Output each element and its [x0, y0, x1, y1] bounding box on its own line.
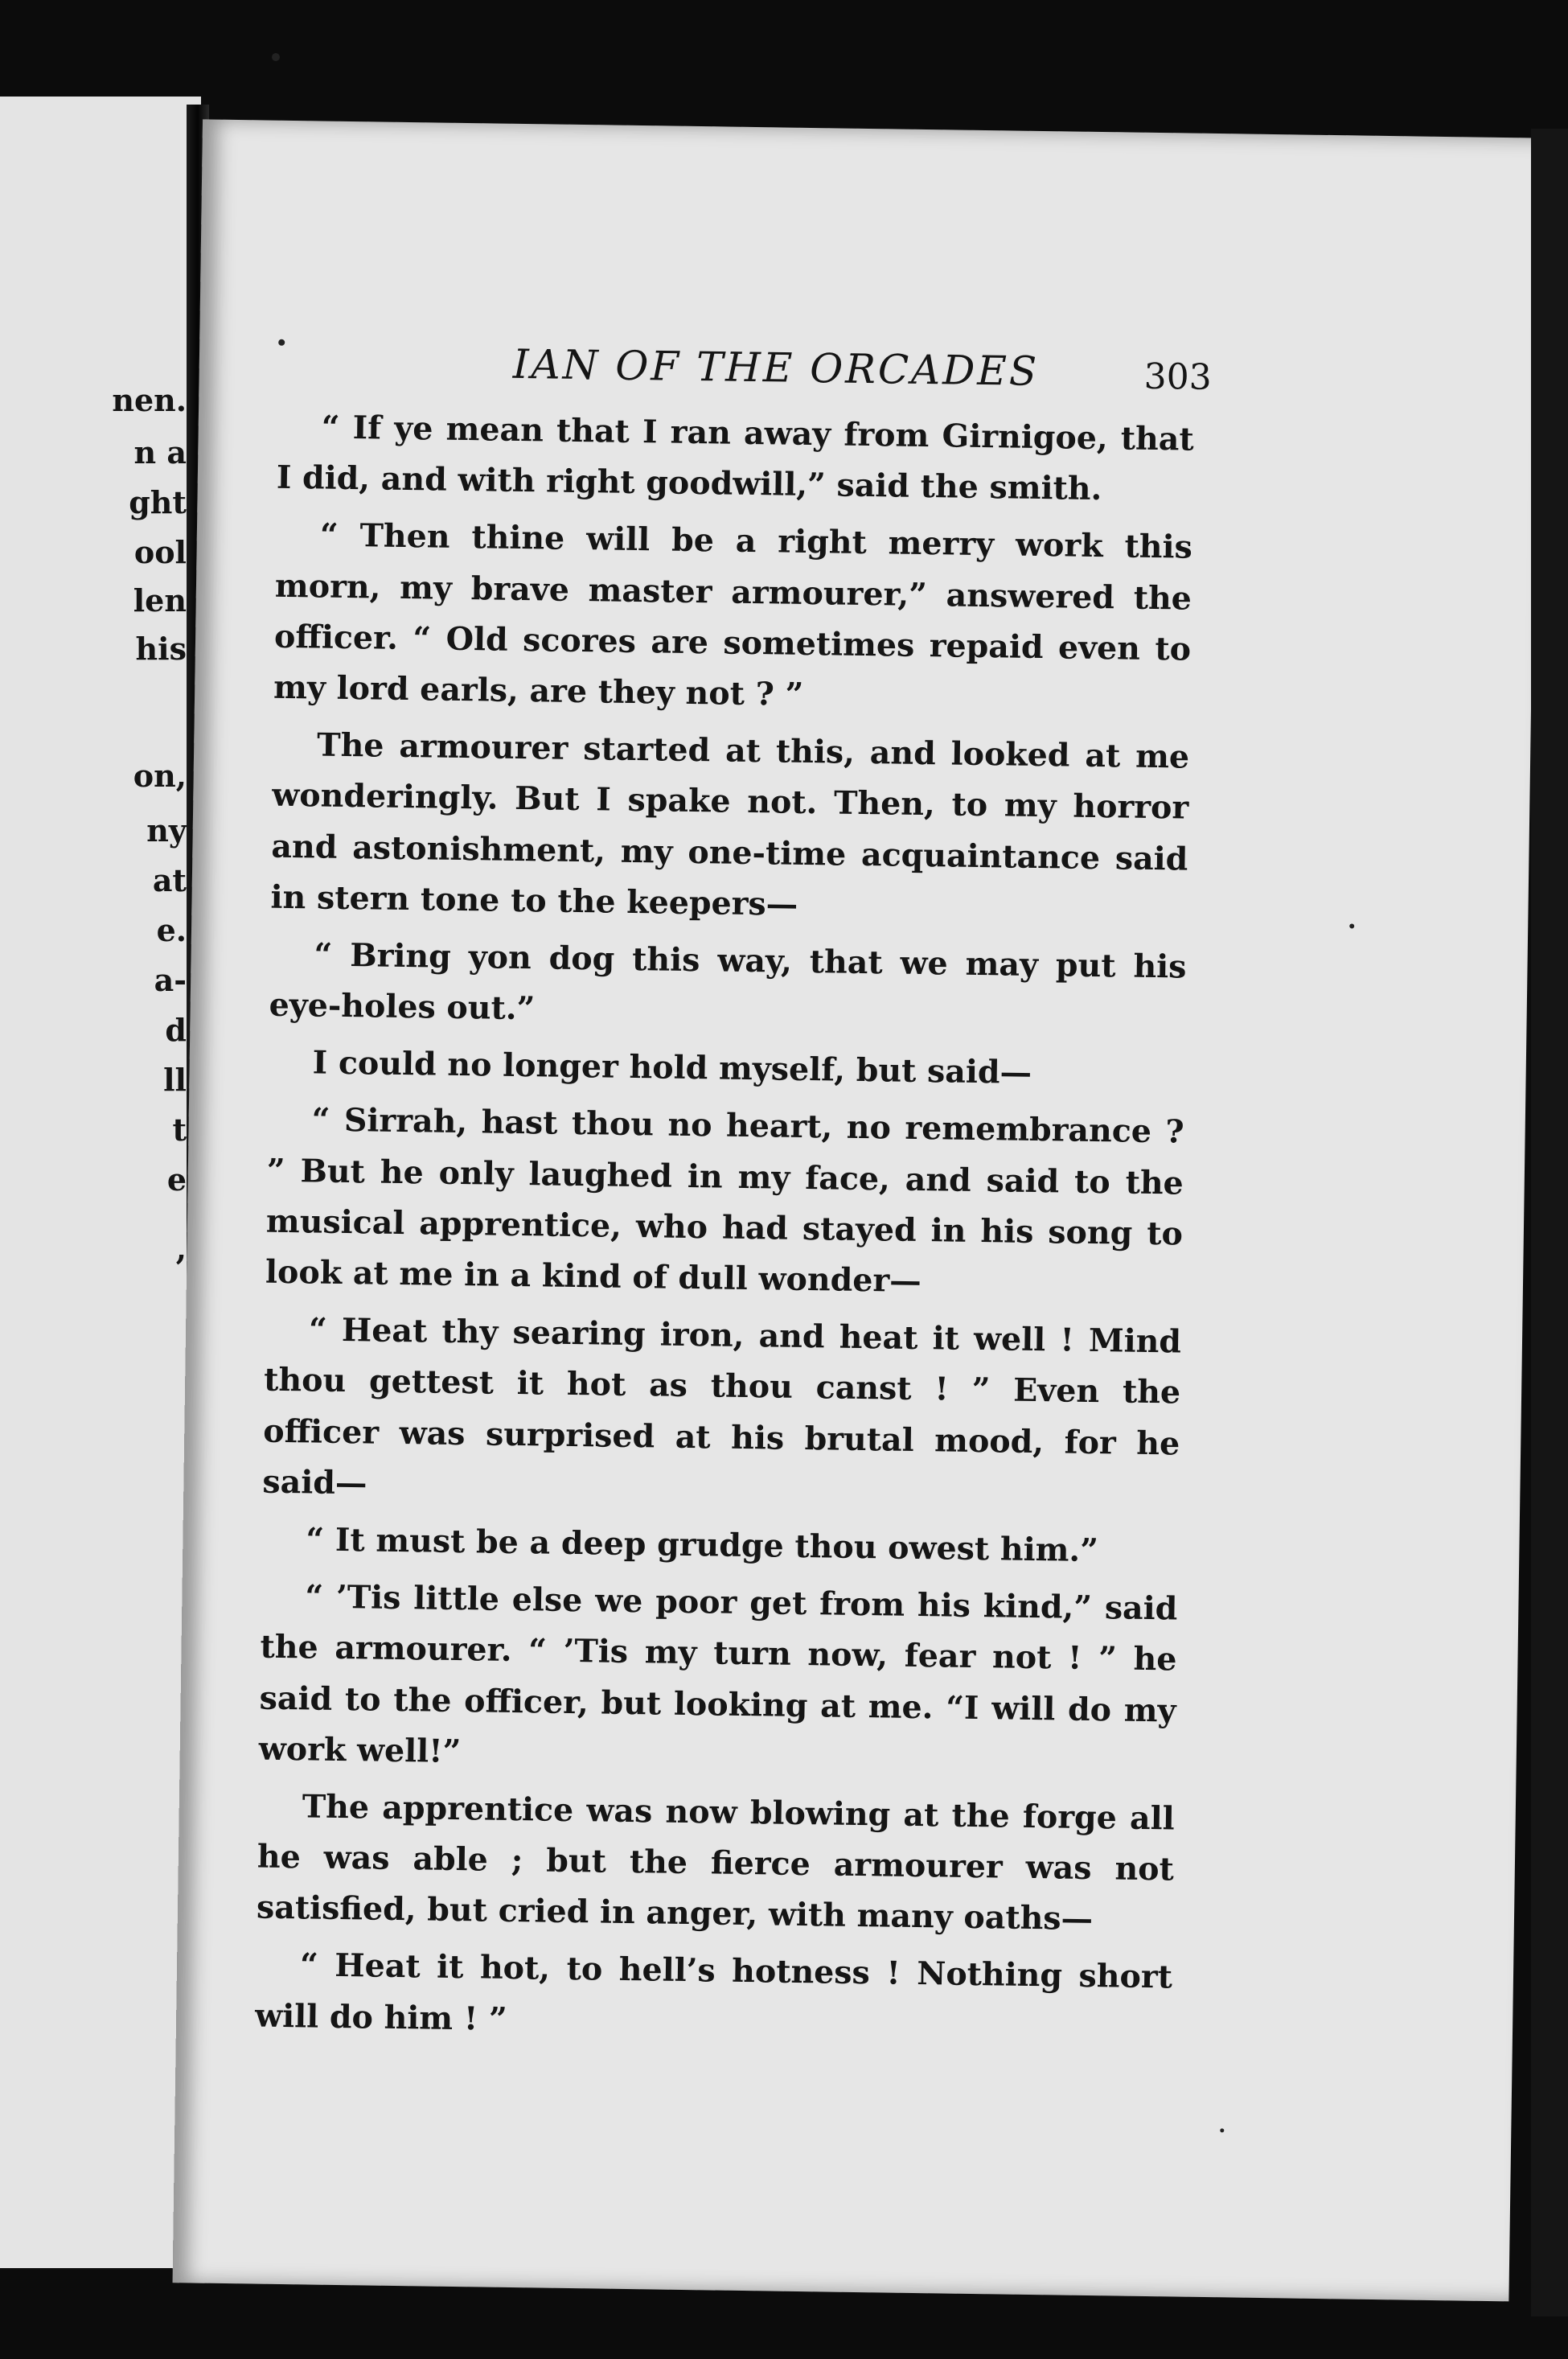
scan-border: [1531, 129, 1568, 2316]
previous-page-fragment: ,: [175, 1231, 187, 1267]
previous-page-fragment: ny: [146, 812, 187, 849]
previous-page-fragment: e.: [156, 912, 187, 948]
page: [173, 119, 1539, 2301]
paragraph: “ ’Tis little else we poor get from his kind,” said the armourer. “ ’Tis my turn now, fear not ! ” he said to the officer, but looking at me. “I will do my work well!”: [258, 1578, 1178, 1770]
previous-page-fragment: at: [152, 862, 187, 898]
previous-page-fragment: d: [165, 1012, 187, 1048]
paragraph: “ If ye mean that I ran away from Girnigoe, that I did, and with right goodwill,” said the smith.: [276, 409, 1194, 508]
previous-page-fragment: ll: [163, 1062, 187, 1098]
previous-page-edge: [0, 97, 201, 2268]
running-head: IAN OF THE ORCADES: [512, 340, 1040, 395]
body-text: [255, 402, 1194, 2061]
paragraph: “ It must be a deep grudge thou owest him.”: [306, 1521, 1099, 1570]
paragraph: “ Heat thy searing iron, and heat it well ! Mind thou gettest it hot as thou canst ! ” Even the officer was surprised at his brutal mood, for he said—: [262, 1311, 1182, 1502]
previous-page-fragment: ool: [133, 534, 187, 570]
paragraph: “ Then thine will be a right merry work this morn, my brave master armourer,” answered the officer. “ Old scores are sometimes repaid even to my lord earls, are they not ? ”: [273, 516, 1193, 713]
previous-page-fragment: nen.: [112, 382, 187, 418]
previous-page-fragment: len: [133, 582, 187, 619]
ink-speck: [1349, 923, 1354, 928]
previous-page-fragment: a-: [154, 962, 187, 998]
paragraph: The armourer started at this, and looked at me wonderingly. But I spake not. Then, to my horror and astonishment, my one-time acquaintance said in stern tone to the keepers—: [270, 726, 1190, 923]
previous-page-fragment: t: [172, 1112, 187, 1148]
paragraph: The apprentice was now blowing at the forge all he was able ; but the fierce armourer was not satisfied, but cried in anger, with many oaths—: [256, 1788, 1176, 1938]
previous-page-fragment: n a: [133, 434, 187, 471]
paragraph: I could no longer hold myself, but said—: [312, 1044, 1032, 1092]
ink-speck: [272, 53, 280, 61]
paragraph: “ Bring yon dog this way, that we may put his eye-holes out.”: [269, 936, 1187, 1028]
previous-page-fragment: his: [135, 631, 187, 667]
paragraph: “ Sirrah, hast thou no heart, no remembrance ? ” But he only laughed in my face, and said to the musical apprentice, who had stayed in his song to look at me in a kind of dull wonder—: [265, 1101, 1184, 1301]
previous-page-fragment: on,: [133, 758, 187, 794]
paragraph: “ Heat it hot, to hell’s hotness ! Nothing short will do him ! ”: [254, 1946, 1173, 2038]
page-number: 303: [1143, 355, 1213, 398]
ink-dot: [278, 339, 285, 346]
previous-page-fragment: e: [166, 1161, 187, 1198]
ink-speck: [1220, 2128, 1224, 2132]
previous-page-fragment: ght: [129, 484, 187, 520]
